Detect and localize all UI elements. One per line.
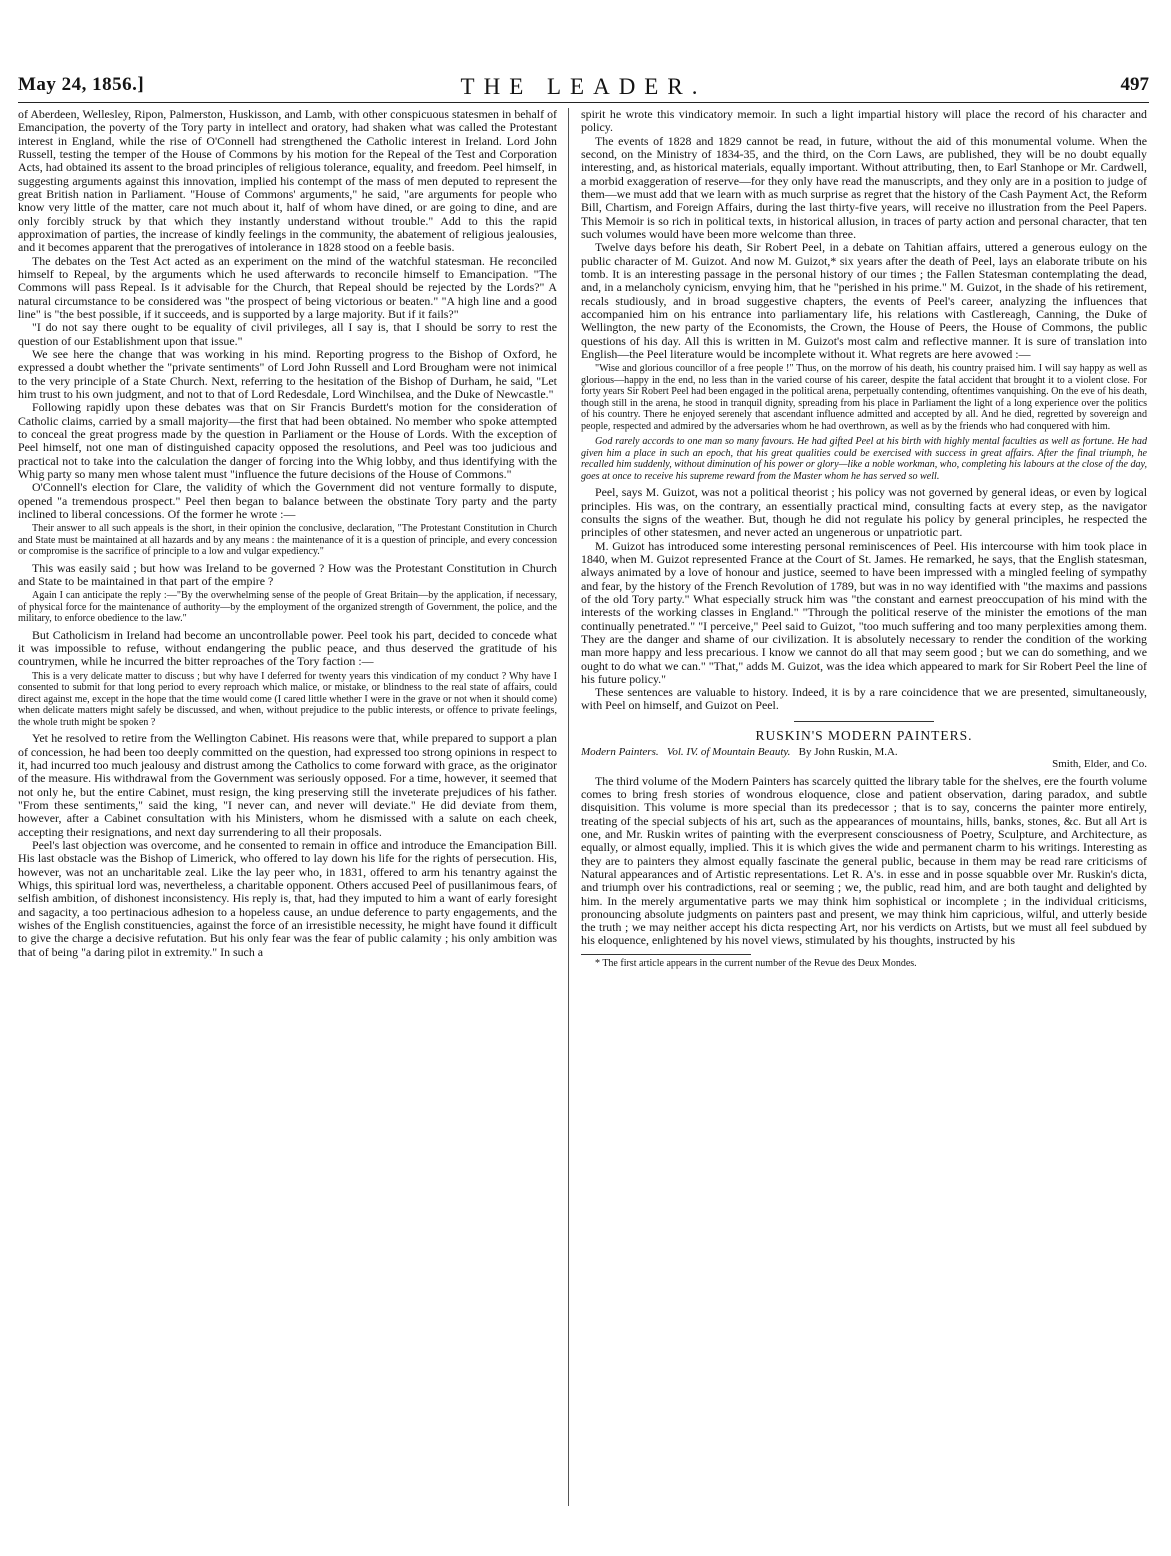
paragraph: The third volume of the Modern Painters has scarcely quitted the library table for the shelves, ere the fourth volume comes to bring fresh stories of wondrous eloquence, close and patient observation, daring paradox, and subtle disquisition. This volume is more special than its predecessor ; that is to say, concerns the painter more entirely, treating of the special subjects of his art, such as the appearances of mountains, hills, banks, stones, &c. But all Art is one, and Mr. Ruskin writes of painting with the everpresent consciousness of Poetry, Sculpture, and Architecture, as equally, or almost equally, implied. This it is which gives the wide and permanent charm to his writings. Interesting as they are to painters they almost equally fascinate the general public, because in them may be read rare criticisms of Natural appearances and of Artistic representations. Let R. A's. in esse and in posse squabble over Mr. Ruskin's dicta, and triumph over his contradictions, real or seeming ; we, the public, read him, and are both taught and delighted by him. In the merely argumentative parts we may think him sophistical or incomplete ; in the individual criticisms, pronouncing absolute judgments on painters past and present, we may think him capricious, wilful, and utterly beside the truth ; we may neither accept his dicta respecting Art, nor his verdicts on Artists, but we must all feel subdued by his eloquence, enlightened by his novel views, stimulated by his thoughts, instructed by his — [581, 773, 1147, 948]
block-quote: Their answer to all such appeals is the short, in their opinion the conclusive, declaration, "The Protestant Constitution in Church and State must be maintained at all hazards and by any means : the maintenance of it is a question of principle, and every concession or compromise is the sacrifice of principle to a low and vulgar expediency." — [18, 523, 557, 558]
paragraph: The events of 1828 and 1829 cannot be read, in future, without the aid of this monumental volume. When the second, on the Ministry of 1834-35, and the third, on the Corn Laws, are published, they will be no doubt equally interesting, and, as historical materials, equally important. Without attributing, then, to Earl Stanhope or Mr. Cardwell, a morbid exaggeration of reserve—for they only have read the manuscripts, and they only are in a position to judge of them—we must add that we learn with as much surprise as regret that the history of the Cash Payment Act, the Reform Bill, Chartism, and Foreign Affairs, during the last thirty-five years, will receive no illustration from the Peel Papers. This Memoir is so rich in political texts, in historical allusion, in traces of party action and personal character, that ten such volumes would have been more welcome than three. — [581, 133, 1147, 241]
paragraph: Following rapidly upon these debates was that on Sir Francis Burdett's motion for the consideration of Catholic claims, carried by a small majority—the first that had been obtained. No member who spoke attempted to conceal the great progress made by the question in Parliament or the House of Lords. With the exception of Peel himself, not one man of distinguished capacity opposed the resolutions, and Peel was too judicious and practical not to take into the calculation the danger of forcing into the Whig lobby, and thus identifying with the Whig party so many men whose talent must "influence the future decisions of the House of Commons." — [18, 400, 557, 481]
left-column — [18, 108, 557, 1506]
paragraph: This was easily said ; but how was Ireland to be governed ? How was the Protestant Constitution in Church and State to be maintained in that part of the empire ? — [18, 560, 557, 588]
paragraph: Peel's last objection was overcome, and he consented to remain in office and introduce the Emancipation Bill. His last obstacle was the Bishop of Limerick, who offered to lay down his life for the rights of persecution. His, however, was not an uncharitable zeal. Like the lay peer who, in 1831, offered to arm his tenantry against the Whigs, this spiritual lord was, nevertheless, a charitable opponent. Others accused Peel of pusillanimous fears, of selfish ambition, of dishonest inconsistency. His reply is, that, had they imputed to him a want of early foresight and sagacity, a too pertinacious adhesion to a hopeless cause, an undue deference to party engagements, and the wishes of the English constituencies, against the force of an irresistible necessity, he might have found it difficult to give the charge a decisive refutation. But his only fear was the fear of public calamity ; his only ambition was that of being "a daring pilot in extremity." In such a — [18, 837, 557, 959]
paragraph: Twelve days before his death, Sir Robert Peel, in a debate on Tahitian affairs, uttered a generous eulogy on the public character of M. Guizot. And now M. Guizot,* six years after the death of Peel, lays an elaborate tribute on his tomb. It is an interesting passage in the personal history of our times ; the Fallen Statesman contemplating the dead, and, in a melancholy cynicism, envying him, that he "perished in his prime." M. Guizot, in the shade of his retirement, recals studiously, and in broad suggestive chapters, the events of Peel's career, analyzing the influences that accompanied him on his entrance into parliamentary life, his relations with Castlereagh, Canning, the Duke of Wellington, the new party of the Economists, the Crown, the House of Peers, the House of Commons, the public questions of his day. All this is written in M. Guizot's most calm and reflective manner. It is sure of translation into English—the Peel literature would be incomplete without it. What regrets are here avowed :— — [581, 240, 1147, 361]
running-head — [18, 74, 1149, 103]
block-quote: Again I can anticipate the reply :—"By the overwhelming sense of the people of Great Britain—by the application, if necessary, of physical force for the maintenance of authority—by the employment of the organized strength of Government, the police, and the military, to enforce obedience to the law." — [18, 590, 557, 625]
right-column — [581, 108, 1147, 1506]
issue-date: May 24, 1856.] — [18, 74, 145, 95]
footnote: * The first article appears in the current number of the Revue des Deux Mondes. — [595, 957, 917, 969]
paragraph: Peel, says M. Guizot, was not a political theorist ; his policy was not governed by general ideas, or even by logical principles. His was, on the contrary, an essentially practical mind, consulting facts at every step, as the navigator consults the signs of the weather. But, though he did not regulate his policy by general principles, he respected the principles of other statesmen, and never acted an ungenerous or unpatriotic part. — [581, 485, 1147, 540]
column-divider — [568, 108, 569, 1506]
book-title: Modern Painters. — [581, 745, 659, 758]
book-publisher: Smith, Elder, and Co. — [1052, 758, 1147, 771]
paragraph: spirit he wrote this vindicatory memoir. In such a light impartial history will place the record of his character and policy. — [581, 108, 1147, 135]
newspaper-title: THE LEADER. — [460, 74, 707, 99]
book-author: By John Ruskin, M.A. — [798, 745, 898, 758]
paragraph: Yet he resolved to retire from the Wellington Cabinet. His reasons were that, while prepared to support a plan of concession, he had been too deeply committed on the question, had expressed too strong opinions in respect to it, had incurred too much jealousy and distrust among the Catholics to come forward with grace, as the originator of the measure. His withdrawal from the Government was seriously opposed. For a time, however, it seemed that not only he, but the entire Cabinet, must resign, the king preserving still the inveterate prejudices of his father. "From these sentiments," said the king, "I never can, and never will deviate." He did deviate from them, however, after a Cabinet consultation with his Ministers, whom he dismissed with a salute on each cheek, accepting their resignations, and next day surrendering to all their proposals. — [18, 731, 557, 839]
paragraph: We see here the change that was working in his mind. Reporting progress to the Bishop of Oxford, he expressed a doubt whether the "private sentiments" of Lord John Russell and Lord Brougham were not inimical to the very principle of a State Church. Next, referring to the hesitation of the Bishop of Durham, he said, "Let him trust to his own judgment, and not to that of Lord Redesdale, Lord Winchilsea, and the Duke of Newcastle." — [18, 346, 557, 401]
paragraph: "I do not say there ought to be equality of civil privileges, all I say is, that I should be sorry to rest the question of our Establishment upon that issue." — [18, 320, 557, 348]
paragraph: of Aberdeen, Wellesley, Ripon, Palmerston, Huskisson, and Lamb, with other conspicuous statesmen in behalf of Emancipation, the poverty of the Tory party in intellect and oratory, had shaken what was called the Protestant interest in England, while the rise of O'Connell had strengthened the Catholic interest in Ireland. Lord John Russell, testing the temper of the House of Commons by his motion for the Repeal of the Test and Corporation Acts, had obtained its assent to the broad principles of religious tolerance, equality, and freedom. Peel himself, in suggesting arguments against this innovation, implied his contempt of the mass of men deputed to represent the great British nation in Parliament. "House of Commons' arguments," he said, "are arguments for people who know very little of the matter, care not much about it, half of whom have dined, or are going to dine, and are only forcibly struck by that which they instantly understand without trouble." Add to this the rapid approximation of parties, the increase of kindly feelings in the community, the abatement of religious jealousies, and it becomes apparent that the prerogatives of intolerance in 1828 stood on a feeble basis. — [18, 108, 557, 255]
section-heading: RUSKIN'S MODERN PAINTERS. — [755, 727, 973, 743]
paragraph: But Catholicism in Ireland had become an uncontrollable power. Peel took his part, decided to concede what it was impossible to refuse, without endangering the public peace, and thus deserved the gratitude of his countrymen, while he incurred the bitter reproaches of the Tory faction :— — [18, 627, 557, 669]
block-quote: "Wise and glorious councillor of a free people !" Thus, on the morrow of his death, his country praised him. I will say happy as well as glorious—happy in the end, no less than in the varied course of his career, despite the fatal accident that brought it to a violent close. For forty years Sir Robert Peel had been engaged in the political arena, perpetually contending, oftentimes vanquishing. On the eve of his death, though still in the arena, he stood in tranquil dignity, spreading from his place in Parliament the light of a long experience over the politics of his country. There he enjoyed serenely that ascendant influence admitted and accepted by all. And he died, regretted by sovereign and people, respected and admired by the adversaries whom he had overthrown, as well as by the friends who had conquered with him. — [581, 363, 1147, 432]
book-citation — [581, 746, 1147, 758]
section-divider — [794, 721, 934, 722]
block-quote: This is a very delicate matter to discuss ; but why have I deferred for twenty years this vindication of my conduct ? Why have I consented to submit for that long period to every reproach which malice, or mistake, or blindness to the real state of affairs, could direct against me, except in the hope that the time would come (I cared little whether I were in the grave or not when it should come) when delicate matters might safely be discussed, and when, without prejudice to the public interests, or offence to private feelings, the whole truth might be spoken ? — [18, 670, 557, 728]
paragraph: M. Guizot has introduced some interesting personal reminiscences of Peel. His intercourse with him took place in 1840, when M. Guizot represented France at the Court of St. James. He remarked, he says, that the English statesman, always animated by a love of honour and justice, seemed to have been impressed with a mingled feeling of sympathy and fear, by the history of the French Revolution of 1789, but was in no way identified with "the maxims and passions of the old Tory party." What especially struck him was "the constant and earnest preoccupation of his mind with the interests of the working classes in England." "Through the political reserve of the minister the emotions of the man continually penetrated." "I perceive," Peel said to Guizot, "too much suffering and too many perplexities among them. They are the danger and shame of our civilization. It is absolutely necessary to render the condition of the working man more happy and less precarious. I know we cannot do all that may seem good ; but we can do something, and we ought to do what we can." "That," adds M. Guizot, was the idea which appeared to mark for Sir Robert Peel the line of his future policy." — [581, 538, 1147, 686]
page-number: 497 — [1120, 74, 1149, 95]
footnote-divider — [581, 954, 751, 955]
book-volume: Vol. IV. of Mountain Beauty. — [666, 745, 791, 758]
paragraph: O'Connell's election for Clare, the validity of which the Government did not venture formally to dispute, opened "a tremendous prospect." Peel then began to balance between the obstinate Tory party and the party inclined to liberal concessions. Of the former he wrote :— — [18, 480, 557, 521]
paragraph: These sentences are valuable to history. Indeed, it is by a rare coincidence that we are presented, simultaneously, with Peel on himself, and Guizot on Peel. — [581, 685, 1147, 713]
paragraph: The debates on the Test Act acted as an experiment on the mind of the watchful statesman. He reconciled himself to Repeal, by the arguments which he used afterwards to reconcile himself to Emancipation. "The Commons will pass Repeal. Is it advisable for the Church, that Repeal should be rejected by the Lords?" A natural circumstance to be considered was "the prospect of being victorious or beaten." "A high line and a good line" is "the best possible, if it succeeds, and is supported by a large majority. But if it fails?" — [18, 253, 557, 321]
block-quote: God rarely accords to one man so many favours. He had gifted Peel at his birth with highly mental faculties as well as fortune. He had given him a place in such an epoch, that his great qualities could be exercised with success in great affairs. After the final triumph, he recalled him suddenly, without diminution of his power or glory—like a noble workman, who, completing his labours at the close of the day, goes at once to receive his supreme reward from the Master whom he has served so well. — [581, 436, 1147, 482]
